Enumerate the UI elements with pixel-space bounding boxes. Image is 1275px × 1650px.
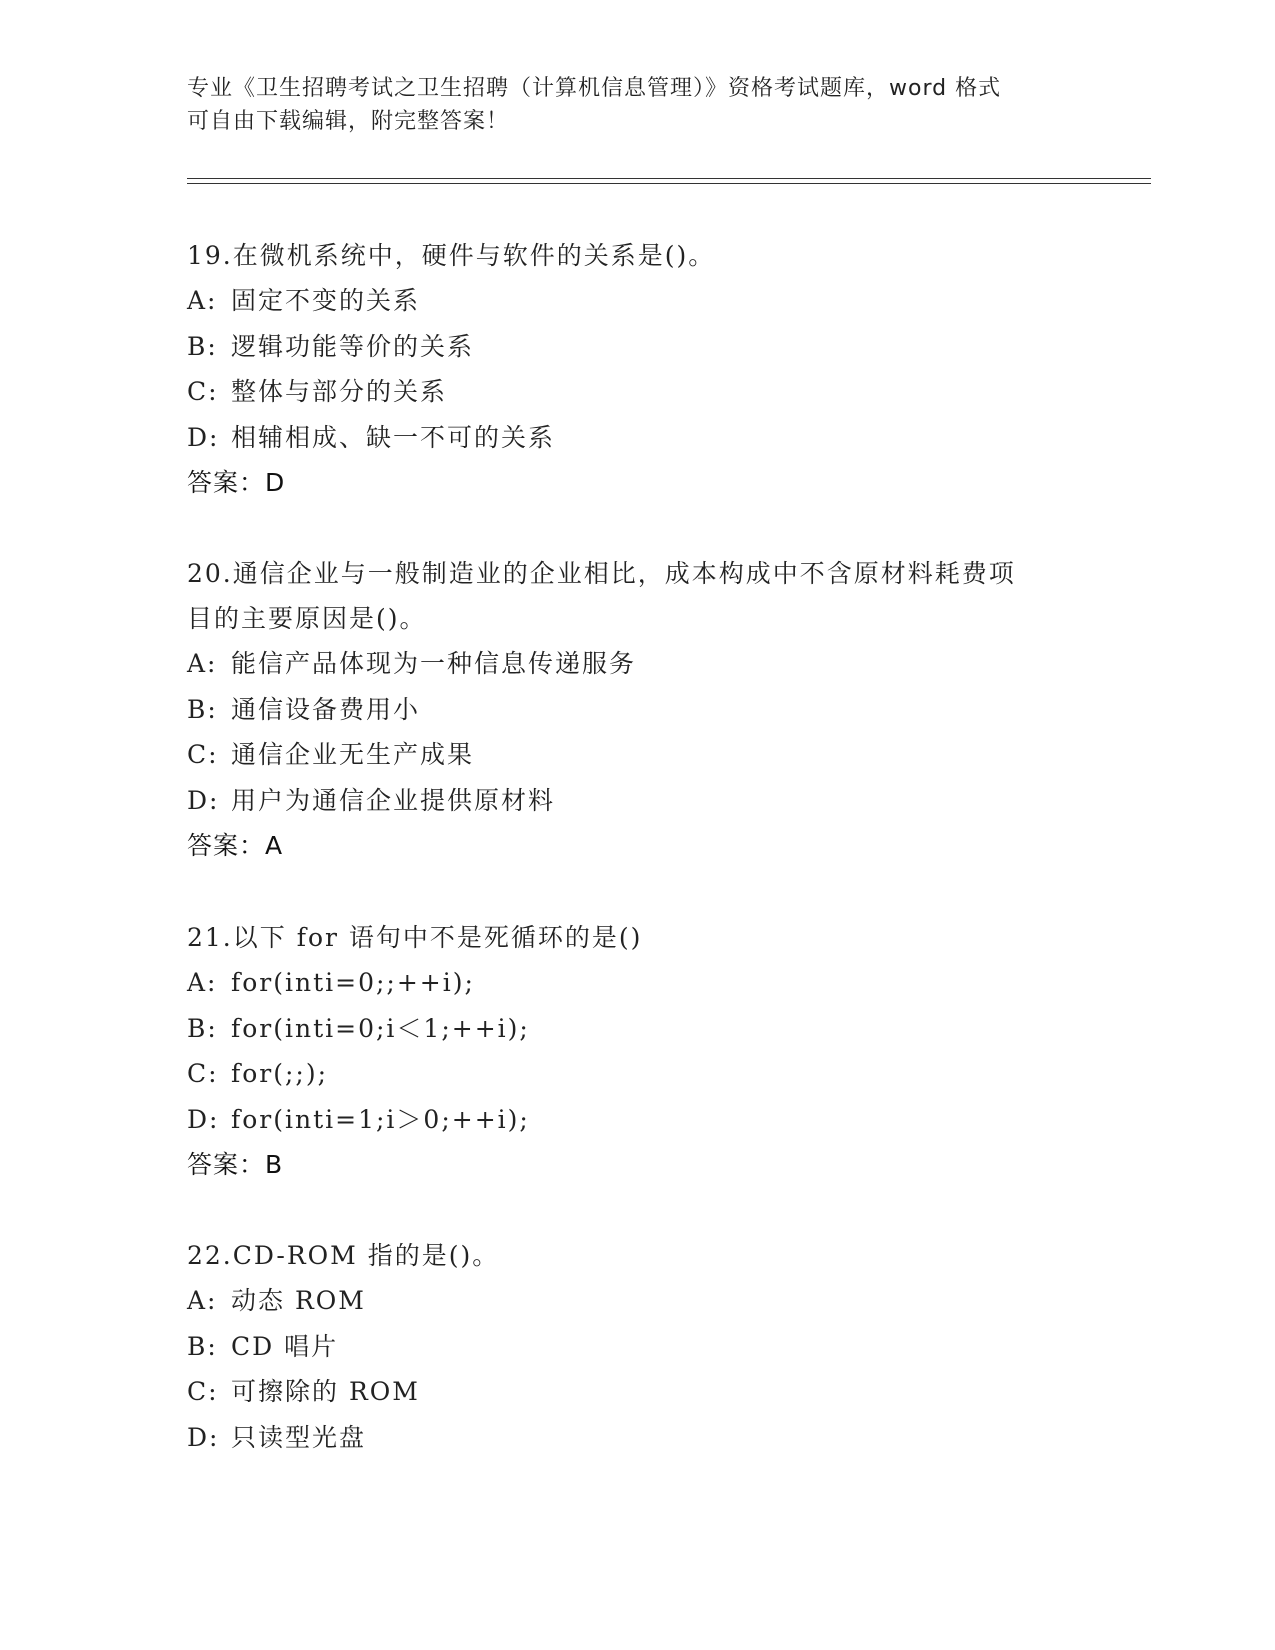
option-text: 固定不变的关系: [231, 286, 421, 315]
option-text: for(inti=0;i＜1;++i);: [231, 1013, 530, 1043]
header-line-1: 专业《卫生招聘考试之卫生招聘（计算机信息管理）》资格考试题库，word 格式: [187, 76, 1002, 101]
option-letter: C:: [187, 1377, 219, 1406]
question-stem: 19.在微机系统中，硬件与软件的关系是()。: [187, 241, 716, 270]
question-stem: 21.以下 for 语句中不是死循环的是(): [187, 923, 643, 952]
question-20: [187, 551, 1016, 868]
option-letter: B:: [187, 694, 218, 724]
option-d: [187, 415, 715, 461]
option-b: [187, 324, 715, 370]
option-text: 动态 ROM: [231, 1286, 366, 1315]
question-19: [187, 233, 715, 505]
question-stem: 22.CD-ROM 指的是()。: [187, 1241, 500, 1270]
option-a: [187, 960, 642, 1006]
option-a: [187, 641, 1016, 687]
option-text: 逻辑功能等价的关系: [231, 331, 475, 361]
option-d: [187, 1097, 642, 1143]
header-divider-top: [187, 178, 1151, 179]
option-d: [187, 778, 1016, 824]
option-text: 通信设备费用小: [231, 694, 421, 724]
option-text: 整体与部分的关系: [231, 377, 448, 406]
document-header: [187, 72, 1067, 138]
header-divider-bottom: [187, 183, 1151, 184]
option-text: 可擦除的 ROM: [231, 1377, 420, 1406]
option-letter: C:: [187, 740, 219, 769]
option-text: 通信企业无生产成果: [231, 740, 475, 769]
answer-label: 答案：D: [187, 468, 286, 497]
option-text: for(inti=1;i＞0;++i);: [231, 1104, 530, 1134]
option-letter: B:: [187, 1331, 218, 1361]
option-c: [187, 732, 1016, 778]
option-a: [187, 278, 715, 324]
option-d: [187, 1415, 499, 1461]
option-c: [187, 369, 715, 415]
option-letter: C:: [187, 1059, 219, 1088]
option-letter: D:: [187, 1104, 220, 1134]
option-c: [187, 1369, 499, 1415]
option-letter: C:: [187, 377, 219, 406]
option-c: [187, 1051, 642, 1097]
answer-label: 答案：B: [187, 1150, 284, 1179]
option-letter: A:: [187, 968, 218, 997]
question-stem: 20.通信企业与一般制造业的企业相比，成本构成中不含原材料耗费项: [187, 559, 1016, 588]
header-line-2: 可自由下载编辑，附完整答案！: [187, 109, 510, 134]
answer-label: 答案：A: [187, 831, 284, 860]
question-22: [187, 1233, 499, 1460]
option-text: for(inti=0;;++i);: [231, 968, 475, 997]
option-b: [187, 1006, 642, 1052]
option-text: 相辅相成、缺一不可的关系: [231, 422, 556, 452]
option-letter: A:: [187, 649, 218, 678]
option-letter: B:: [187, 331, 218, 361]
option-letter: D:: [187, 1422, 220, 1452]
option-text: for(;;);: [231, 1059, 329, 1088]
option-text: 只读型光盘: [231, 1422, 367, 1452]
option-text: 用户为通信企业提供原材料: [231, 785, 556, 815]
option-a: [187, 1278, 499, 1324]
option-text: CD 唱片: [231, 1331, 339, 1361]
option-letter: A:: [187, 1286, 218, 1315]
option-b: [187, 687, 1016, 733]
option-text: 能信产品体现为一种信息传递服务: [231, 649, 637, 678]
question-21: [187, 915, 642, 1187]
option-letter: D:: [187, 785, 220, 815]
question-stem-continued: 目的主要原因是()。: [187, 604, 427, 633]
option-letter: A:: [187, 286, 218, 315]
option-letter: B:: [187, 1013, 218, 1043]
option-letter: D:: [187, 422, 220, 452]
option-b: [187, 1324, 499, 1370]
